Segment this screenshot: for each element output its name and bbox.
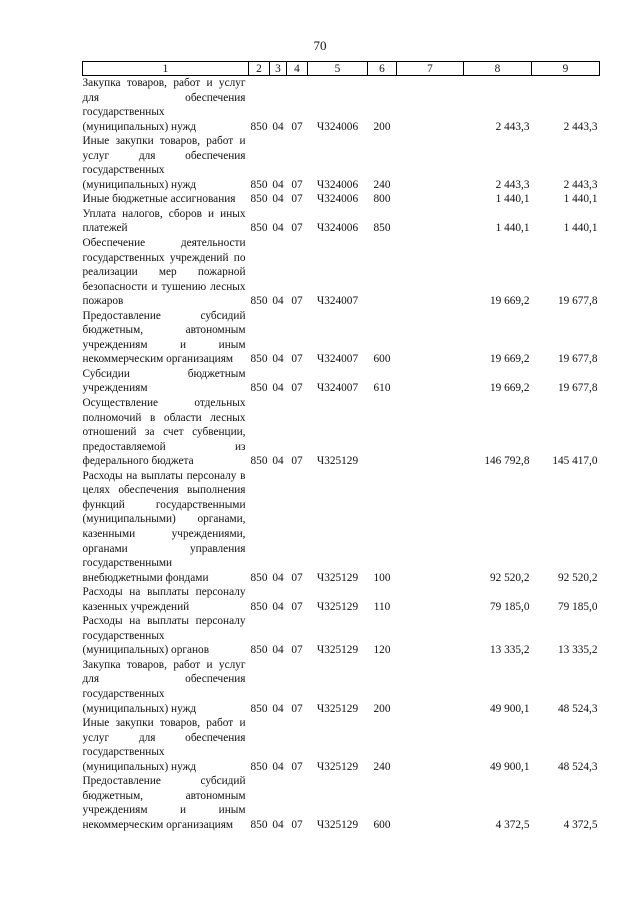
target-article-code: Ч325129 [316, 571, 359, 584]
target-article-code: Ч324006 [316, 120, 359, 133]
ministry-code: 850 [250, 600, 268, 613]
header-col-2: 2 [249, 62, 270, 76]
target-article-code: Ч325129 [316, 644, 359, 657]
expense-name: Предоставление субсидий бюджетным, автономным учреждениям и иным некоммерческим организациям [82, 775, 246, 831]
expense-type-code: 600 [373, 353, 391, 366]
column-7-value [397, 76, 464, 135]
expense-name: Расходы на выплаты персоналу государственных (муниципальных) органов [82, 615, 246, 657]
subsection-code: 07 [291, 193, 303, 206]
expense-type-code [368, 236, 397, 309]
amount-year-2: 92 520,2 [557, 571, 598, 584]
column-7-value [397, 192, 464, 207]
ministry-code: 850 [250, 222, 268, 235]
ministry-code: 850 [250, 818, 268, 831]
section-code: 04 [272, 818, 284, 831]
ministry-code: 850 [250, 760, 268, 773]
table-row [83, 585, 600, 614]
expense-name: Осуществление отдельных полномочий в области лесных отношений за счет субвенции, предоставляемой из федерального бюджета [82, 397, 246, 468]
amount-year-2: 19 677,8 [557, 382, 598, 395]
section-code: 04 [272, 382, 284, 395]
column-7-value [397, 134, 464, 192]
subsection-code: 07 [291, 455, 303, 468]
amount-year-1: 1 440,1 [495, 193, 530, 206]
column-7-value [397, 614, 464, 658]
target-article-code: Ч324007 [316, 295, 359, 308]
subsection-code: 07 [291, 295, 303, 308]
section-code: 04 [272, 600, 284, 613]
section-code: 04 [272, 353, 284, 366]
table-row [83, 236, 600, 309]
amount-year-2: 2 443,3 [563, 178, 598, 191]
column-7-value [397, 774, 464, 832]
ministry-code: 850 [250, 178, 268, 191]
section-code: 04 [272, 295, 284, 308]
table-row [83, 469, 600, 585]
table-row [83, 367, 600, 396]
subsection-code: 07 [291, 818, 303, 831]
subsection-code: 07 [291, 120, 303, 133]
ministry-code: 850 [250, 193, 268, 206]
expense-type-code: 600 [373, 818, 391, 831]
page-number: 70 [313, 38, 327, 53]
amount-year-1: 4 372,5 [495, 818, 530, 831]
header-col-5: 5 [308, 62, 368, 76]
header-row [83, 62, 600, 76]
table-row [83, 774, 600, 832]
amount-year-1: 49 900,1 [489, 702, 530, 715]
section-code: 04 [272, 455, 284, 468]
expense-type-code: 800 [373, 193, 391, 206]
table-row [83, 192, 600, 207]
amount-year-1: 146 792,8 [484, 455, 530, 468]
column-7-value [397, 236, 464, 309]
expense-type-code: 200 [373, 702, 391, 715]
amount-year-1: 92 520,2 [489, 571, 530, 584]
subsection-code: 07 [291, 353, 303, 366]
column-7-value [397, 207, 464, 236]
section-code: 04 [272, 702, 284, 715]
expense-type-code: 240 [373, 178, 391, 191]
expense-name: Уплата налогов, сборов и иных платежей [82, 207, 246, 235]
expense-type-code: 240 [373, 760, 391, 773]
budget-table [82, 61, 600, 832]
amount-year-1: 1 440,1 [495, 222, 530, 235]
amount-year-2: 48 524,3 [557, 760, 598, 773]
column-7-value [397, 309, 464, 367]
amount-year-1: 2 443,3 [495, 178, 530, 191]
amount-year-1: 19 669,2 [489, 382, 530, 395]
column-7-value [397, 469, 464, 585]
ministry-code: 850 [250, 644, 268, 657]
amount-year-1: 49 900,1 [489, 760, 530, 773]
ministry-code: 850 [250, 571, 268, 584]
amount-year-1: 19 669,2 [489, 353, 530, 366]
expense-name: Иные бюджетные ассигнования [82, 193, 236, 206]
amount-year-2: 1 440,1 [563, 222, 598, 235]
header-col-9: 9 [532, 62, 600, 76]
ministry-code: 850 [250, 353, 268, 366]
expense-type-code: 110 [373, 600, 391, 613]
ministry-code: 850 [250, 455, 268, 468]
amount-year-2: 19 677,8 [557, 295, 598, 308]
subsection-code: 07 [291, 222, 303, 235]
section-code: 04 [272, 760, 284, 773]
section-code: 04 [272, 571, 284, 584]
subsection-code: 07 [291, 571, 303, 584]
ministry-code: 850 [250, 120, 268, 133]
amount-year-1: 2 443,3 [495, 120, 530, 133]
section-code: 04 [272, 222, 284, 235]
expense-name: Предоставление субсидий бюджетным, автономным учреждениям и иным некоммерческим организациям [82, 309, 246, 366]
amount-year-2: 79 185,0 [557, 600, 598, 613]
target-article-code: Ч324007 [316, 382, 359, 395]
column-7-value [397, 716, 464, 774]
expense-name: Иные закупки товаров, работ и услуг для обеспечения государственных (муниципальных) нужд [82, 135, 246, 191]
table-row [83, 76, 600, 135]
amount-year-2: 4 372,5 [563, 818, 598, 831]
amount-year-2: 13 335,2 [557, 644, 598, 657]
expense-type-code: 100 [373, 571, 391, 584]
table-row [83, 658, 600, 716]
header-col-3: 3 [270, 62, 287, 76]
header-col-8: 8 [464, 62, 532, 76]
amount-year-2: 1 440,1 [563, 193, 598, 206]
target-article-code: Ч324006 [316, 178, 359, 191]
column-7-value [397, 658, 464, 716]
expense-name: Обеспечение деятельности государственных учреждений по реализации мер пожарной безопасности и тушению лесных пожаров [82, 237, 246, 308]
ministry-code: 850 [250, 382, 268, 395]
expense-type-code: 200 [373, 120, 391, 133]
target-article-code: Ч325129 [316, 760, 359, 773]
table-row [83, 309, 600, 367]
table-row [83, 614, 600, 658]
expense-name: Закупка товаров, работ и услуг для обеспечения государственных (муниципальных) нужд [82, 658, 246, 715]
expense-name: Закупка товаров, работ и услуг для обеспечения государственных (муниципальных) нужд [82, 77, 246, 133]
amount-year-2: 2 443,3 [563, 120, 598, 133]
section-code: 04 [272, 120, 284, 133]
table-row [83, 134, 600, 192]
target-article-code: Ч324007 [316, 353, 359, 366]
section-code: 04 [272, 178, 284, 191]
target-article-code: Ч325129 [316, 455, 359, 468]
table-row [83, 207, 600, 236]
target-article-code: Ч325129 [316, 600, 359, 613]
amount-year-2: 19 677,8 [557, 353, 598, 366]
expense-type-code: 850 [373, 222, 391, 235]
expense-type-code: 120 [373, 644, 391, 657]
target-article-code: Ч324006 [316, 193, 359, 206]
amount-year-1: 19 669,2 [489, 295, 530, 308]
expense-name: Иные закупки товаров, работ и услуг для обеспечения государственных (муниципальных) нужд [82, 717, 246, 773]
subsection-code: 07 [291, 702, 303, 715]
header-col-7: 7 [397, 62, 464, 76]
ministry-code: 850 [250, 295, 268, 308]
target-article-code: Ч325129 [316, 818, 359, 831]
table-row [83, 716, 600, 774]
header-col-6: 6 [368, 62, 397, 76]
amount-year-2: 145 417,0 [552, 455, 598, 468]
section-code: 04 [272, 644, 284, 657]
column-7-value [397, 367, 464, 396]
amount-year-2: 48 524,3 [557, 702, 598, 715]
target-article-code: Ч325129 [316, 702, 359, 715]
amount-year-1: 79 185,0 [489, 600, 530, 613]
column-7-value [397, 396, 464, 469]
subsection-code: 07 [291, 178, 303, 191]
subsection-code: 07 [291, 382, 303, 395]
expense-name: Расходы на выплаты персоналу в целях обеспечения выполнения функций государственными (муниципальными) органами, казенными учреждениями, органами управления государственными внебюджетными фондами [82, 469, 246, 584]
expense-name: Субсидии бюджетным учреждениям [82, 367, 246, 395]
subsection-code: 07 [291, 600, 303, 613]
subsection-code: 07 [291, 760, 303, 773]
amount-year-1: 13 335,2 [489, 644, 530, 657]
target-article-code: Ч324006 [316, 222, 359, 235]
header-col-4: 4 [287, 62, 308, 76]
table-row [83, 396, 600, 469]
section-code: 04 [272, 193, 284, 206]
column-7-value [397, 585, 464, 614]
expense-type-code: 610 [373, 382, 391, 395]
expense-type-code [368, 396, 397, 469]
header-col-1: 1 [83, 62, 249, 76]
expense-name: Расходы на выплаты персоналу казенных учреждений [82, 586, 246, 613]
subsection-code: 07 [291, 644, 303, 657]
ministry-code: 850 [250, 702, 268, 715]
